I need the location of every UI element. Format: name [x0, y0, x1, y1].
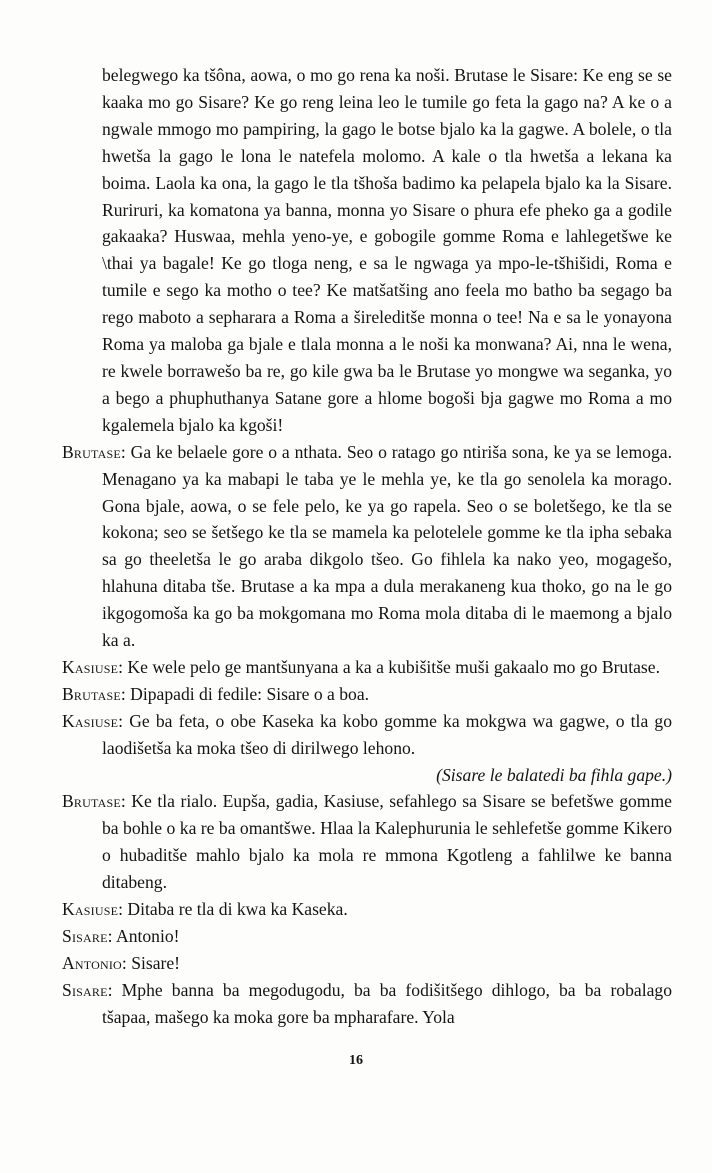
stage-direction: (Sisare le balatedi ba fihla gape.)	[436, 764, 672, 785]
page-number: 16	[349, 1053, 363, 1068]
speech-text: Ge ba feta, o obe Kaseka ka kobo gomme ka mokgwa wa gagwe, o tla go laodišetša ka moka tšeo di dirilwego lehono.	[102, 710, 673, 758]
speaker-name: Kasiuse	[62, 710, 119, 731]
speaker-name: Brutase	[62, 791, 121, 812]
speech-kasiuse-3: Kasiuse: Ditaba re tla di kwa ka Kaseka.	[62, 899, 348, 920]
speech-brutase-1: Brutase: Ga ke belaele gore o a nthata. Seo o ratago go ntiriša sona, ke ya se lemoga. Menagano ya ka mabapi le taba ye le mehla ye, ke tla go senolela ka morago. Gona bjale, aowa, o se fele pelo, ke ya go rapela. Seo o se boletšego, ke tla se kokona; seo se šetšego ke tla se mamela ka pelotelele gomme ke tla ipha sebaka sa go theeletša le go araba dikgolo tšeo. Go fihlela ka nako yeo, mogagešo, hlahuna ditaba tše. Brutase a ka mpa a dula merakaneng kua thoko, go na le go ikgogomoša ka go ba mokgomana mo Roma mola ditaba di le maemong a bjalo ka a.	[62, 441, 672, 651]
speech-text: Antonio!	[115, 926, 180, 946]
speech-text: Dipapadi di fedile: Sisare o a boa.	[130, 683, 370, 704]
speaker-name: Antonio	[62, 952, 122, 973]
speaker-name: Sisare	[62, 979, 108, 1000]
speech-brutase-3: Brutase: Ke tla rialo. Eupša, gadia, Kasiuse, sefahlego sa Sisare se befetšwe gomme ba bohle o ka re ba omantšwe. Hlaa la Kalephurunia le sehlefetše gomme Kikero o hubaditše mahlo bjalo ka mola re mmona Kgotleng a fahlilwe ke banna ditabeng.	[62, 791, 672, 893]
speech-text: Ke tla rialo. Eupša, gadia, Kasiuse, sefahlego sa Sisare se befetšwe gomme ba bohle o ka re ba omantšwe. Hlaa la Kalephurunia le sehlefetše gomme Kikero o hubaditše mahlo bjalo ka mola re mmona Kgotleng a fahlilwe ke banna ditabeng.	[102, 791, 672, 893]
speech-text: Ke wele pelo ge mantšunyana a ka a kubišitše muši gakaalo mo go Brutase.	[127, 656, 660, 677]
speaker-name: Brutase	[62, 441, 121, 462]
speaker-name: Sisare	[62, 926, 108, 946]
speech-text: Mphe banna ba megodugodu, ba ba fodišitšego dihlogo, ba ba robalago tšapaa, mašego ka moka gore ba mpharafare. Yola	[102, 979, 672, 1027]
speech-kasiuse-2: Kasiuse: Ge ba feta, o obe Kaseka ka kobo gomme ka mokgwa wa gagwe, o tla go laodišetša ka moka tšeo di dirilwego lehono.	[62, 710, 673, 758]
page-body	[62, 62, 672, 1031]
speech-text: Ga ke belaele gore o a nthata. Seo o ratago go ntiriša sona, ke ya se lemoga. Menagano ya ka mabapi le taba ye le mehla ye, ke tla go senolela ka morago. Gona bjale, aowa, o se fele pelo, ke ya go rapela. Seo o se boletšego, ke tla se kokona; seo se šetšego ke tla se mamela ka pelotelele gomme ke tla ipha sebaka sa go theeletša le go araba dikgolo tšeo. Go fihlela ka nako yeo, mogagešo, hlahuna ditaba tše. Brutase a ka mpa a dula merakaneng kua thoko, go na le go ikgogomoša ka go ba mokgomana mo Roma mola ditaba di le maemong a bjalo ka a.	[102, 441, 672, 651]
speech-kasiuse-1: Kasiuse: Ke wele pelo ge mantšunyana a ka a kubišitše muši gakaalo mo go Brutase.	[62, 656, 660, 677]
speech-text: Sisare!	[131, 952, 181, 973]
speech-sisare-2: Sisare: Mphe banna ba megodugodu, ba ba fodišitšego dihlogo, ba ba robalago tšapaa, mašego ka moka gore ba mpharafare. Yola	[62, 979, 672, 1027]
opening-paragraph: belegwego ka tšôna, aowa, o mo go rena ka noši. Brutase le Sisare: Ke eng se se kaaka mo go Sisare? Ke go reng leina leo le tumile go feta la gago na? A ke o a ngwale mmogo mo pampiring, la gago le botse bjalo ka la gagwe. A bolele, o tla hwetša la gago le lona le natefela molomo. A kale o tla hwetša a lekana ka boima. Laola ka ona, la gago le tla tšhoša badimo ka pelapela bjalo ka la Sisare. Ruriruri, ka komatona ya banna, monna yo Sisare o phura efe pheko ga a godile gakaaka? Huswaa, mehla yeno-ye, e gobogile gomme Roma e lahlegetšwe ke \thai ya bagale! Ke go tloga neng, e sa le ngwaga ya mpo-le-tšhišidi, Roma e tumile e sego ka motho o tee? Ke matšatšing ano feela mo batho ba segago ba rego maboto a sepharara a Roma a šireleditše monna o tee! Na e sa le yonayona Roma ya maloba ga bjale e tlala monna a le noši ka monwana? Ai, nna le wena, re kwele borrawešo ba re, go kile gwa ba le Brutase yo mongwe wa seganka, yo a bego a phuphuthanya Satane gore a hlome bogoši bja gagwe mo Roma a mo kgalemela bjalo ka kgoši!	[102, 65, 672, 435]
speech-sisare-1: Sisare: Antonio!	[62, 926, 180, 946]
speaker-name: Brutase	[62, 683, 121, 704]
speech-text: Ditaba re tla di kwa ka Kaseka.	[127, 899, 348, 920]
speech-antonio-1: Antonio: Sisare!	[62, 952, 181, 973]
speech-brutase-2: Brutase: Dipapadi di fedile: Sisare o a boa.	[62, 683, 370, 704]
speaker-name: Kasiuse	[62, 899, 119, 920]
speaker-name: Kasiuse	[62, 656, 119, 677]
